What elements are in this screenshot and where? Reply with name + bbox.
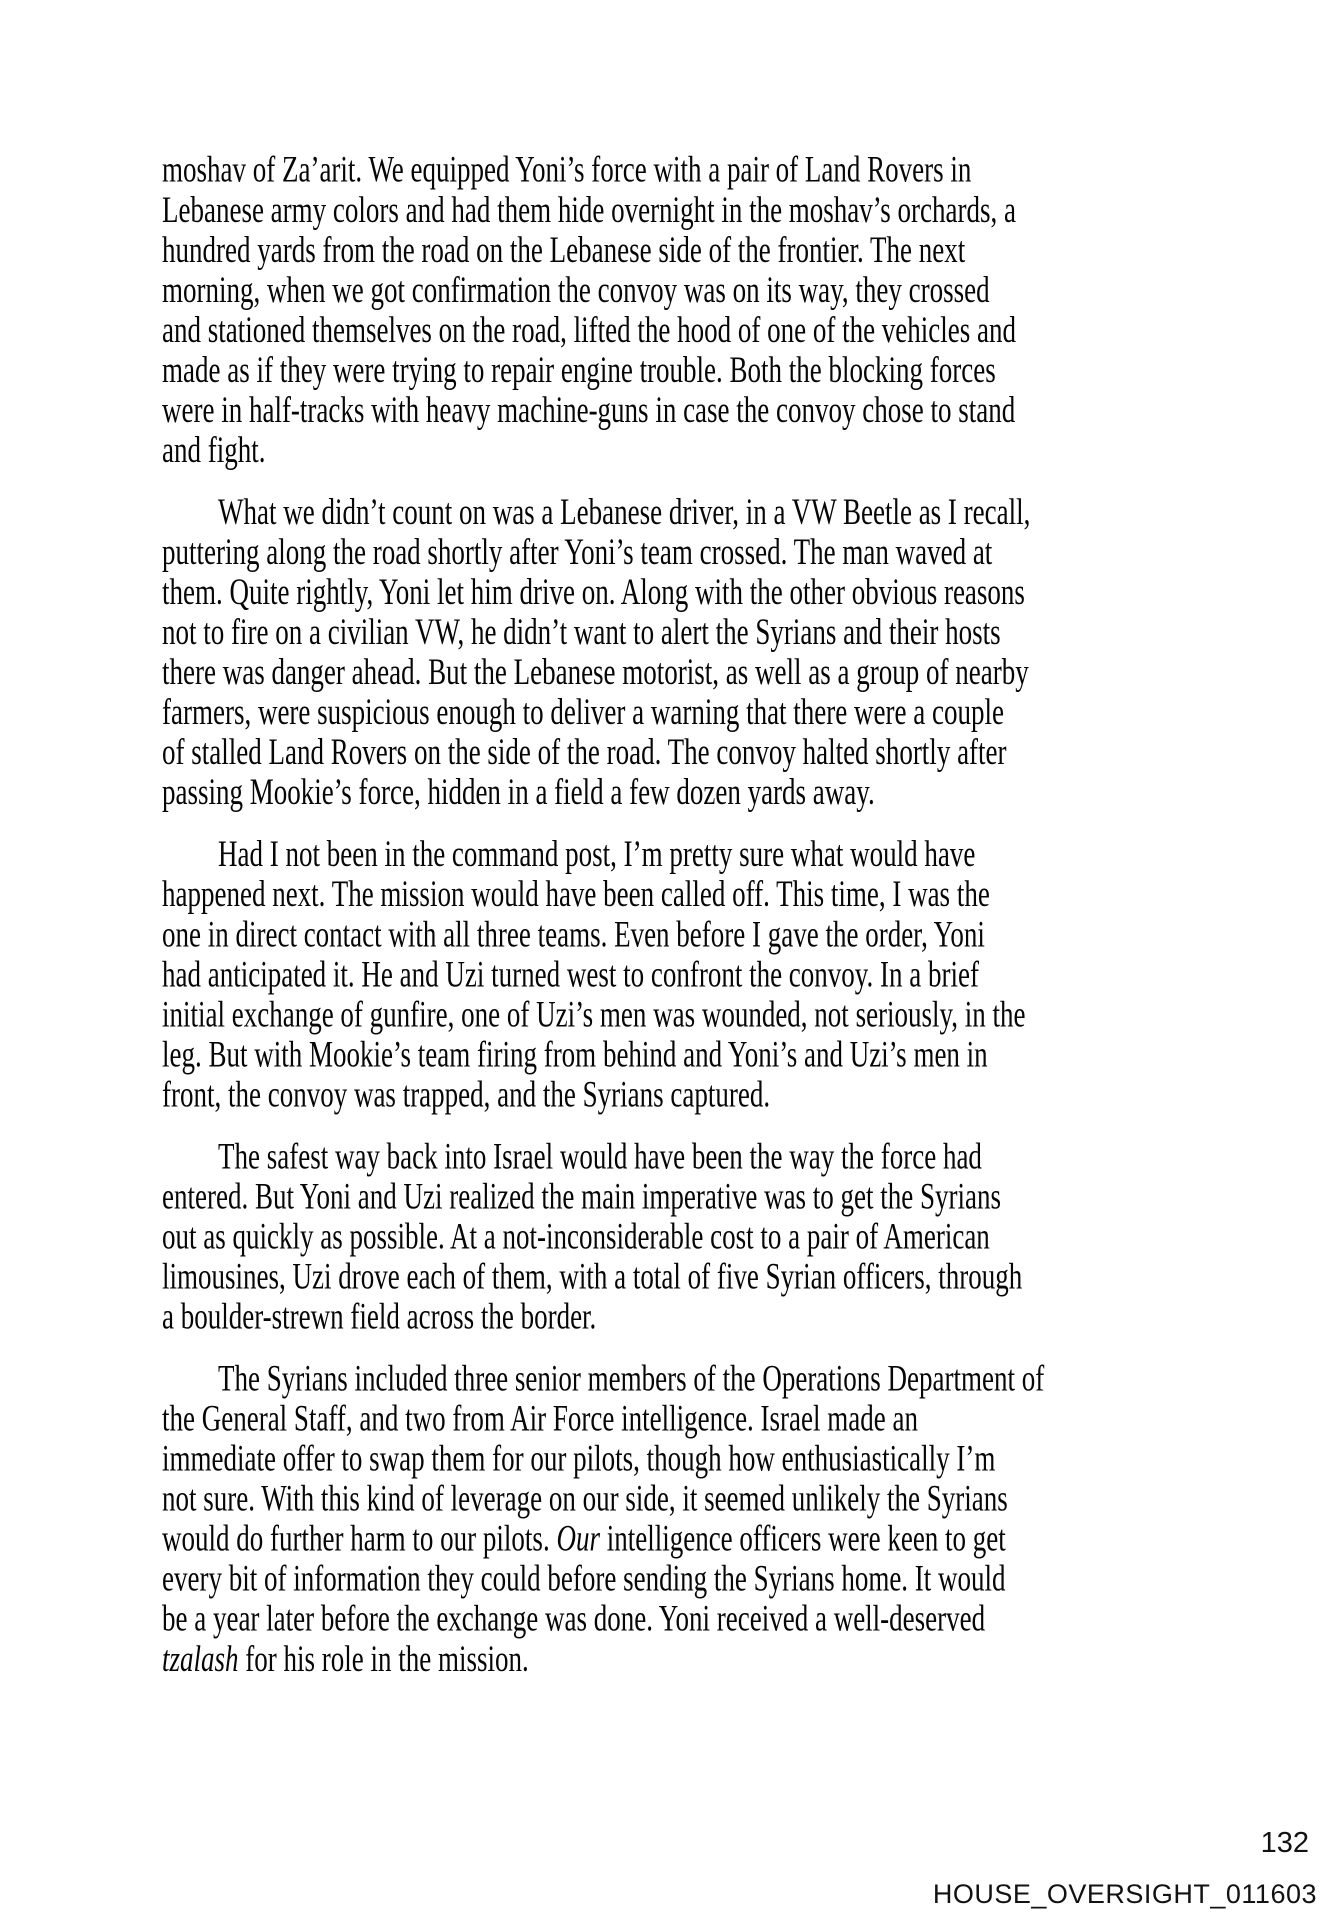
paragraph — [162, 1359, 1282, 1679]
text-segment: limousines, Uzi drove each of them, with a total of five Syrian officers, through — [162, 1255, 1023, 1297]
text-line — [162, 834, 1282, 874]
text-line — [162, 1075, 1282, 1115]
text-segment: and stationed themselves on the road, lifted the hood of one of the vehicles and — [162, 308, 1017, 351]
text-line — [162, 572, 1282, 612]
text-segment: the General Staff, and two from Air Force intelligence. Israel made an — [162, 1397, 918, 1439]
text-segment: happened next. The mission would have been called off. This time, I was the — [162, 873, 990, 915]
paragraph — [162, 150, 1282, 470]
text-line — [162, 732, 1282, 772]
text-segment: Had I not been in the command post, I’m pretty sure what would have — [218, 833, 976, 875]
text-segment: every bit of information they could before sending the Syrians home. It would — [162, 1557, 1006, 1599]
text-line — [162, 1359, 1282, 1399]
text-segment: were in half-tracks with heavy machine-guns in case the convoy chose to stand — [162, 388, 1016, 431]
paragraph — [162, 834, 1282, 1114]
text-line — [162, 1297, 1282, 1337]
text-line — [162, 1177, 1282, 1217]
text-line — [162, 1559, 1282, 1599]
text-line — [162, 1035, 1282, 1075]
page-number: 132 — [1260, 1827, 1309, 1859]
text-line — [162, 390, 1282, 430]
text-line — [162, 430, 1282, 470]
text-segment: made as if they were trying to repair engine trouble. Both the blocking forces — [162, 348, 996, 391]
text-line — [162, 1217, 1282, 1257]
text-line — [162, 875, 1282, 915]
text-segment: not sure. With this kind of leverage on our side, it seemed unlikely the Syrians — [162, 1477, 1008, 1519]
text-line — [162, 692, 1282, 732]
text-segment: initial exchange of gunfire, one of Uzi’s men was wounded, not seriously, in the — [162, 993, 1026, 1035]
text-line — [162, 1137, 1282, 1177]
text-line — [162, 1479, 1282, 1519]
text-segment: moshav of Za’arit. We equipped Yoni’s force with a pair of Land Rovers in — [162, 148, 972, 191]
text-line — [162, 995, 1282, 1035]
text-segment: leg. But with Mookie’s team firing from behind and Yoni’s and Uzi’s men in — [162, 1033, 988, 1075]
text-segment: puttering along the road shortly after Yoni’s team crossed. The man waved at — [162, 530, 993, 573]
text-line — [162, 1519, 1282, 1559]
text-segment: and fight. — [162, 428, 266, 471]
italic-text-segment: tzalash — [162, 1637, 239, 1680]
text-segment: entered. But Yoni and Uzi realized the main imperative was to get the Syrians — [162, 1175, 1002, 1217]
body-text — [162, 150, 1282, 1679]
text-segment: morning, when we got confirmation the convoy was on its way, they crossed — [162, 268, 990, 311]
text-line — [162, 532, 1282, 572]
paragraph — [162, 1137, 1282, 1337]
text-segment: would do further harm to our pilots. — [162, 1517, 557, 1559]
text-segment: out as quickly as possible. At a not-inconsiderable cost to a pair of American — [162, 1215, 990, 1257]
text-line — [162, 955, 1282, 995]
text-line — [162, 1599, 1282, 1639]
text-segment: immediate offer to swap them for our pilots, though how enthusiastically I’m — [162, 1437, 996, 1479]
text-line — [162, 652, 1282, 692]
text-segment: be a year later before the exchange was done. Yoni received a well-deserved — [162, 1597, 986, 1640]
text-line — [162, 150, 1282, 190]
text-segment: The Syrians included three senior members of the Operations Department of — [218, 1357, 1045, 1399]
text-line — [162, 270, 1282, 310]
text-segment: Lebanese army colors and had them hide overnight in the moshav’s orchards, a — [162, 188, 1016, 231]
text-line — [162, 190, 1282, 230]
text-line — [162, 772, 1282, 812]
text-line — [162, 1639, 1282, 1679]
text-segment: not to fire on a civilian VW, he didn’t want to alert the Syrians and their hosts — [162, 610, 1001, 653]
text-line — [162, 612, 1282, 652]
text-line — [162, 230, 1282, 270]
bates-stamp-watermark: HOUSE_OVERSIGHT_011603 — [932, 1879, 1317, 1909]
text-segment: them. Quite rightly, Yoni let him drive on. Along with the other obvious reasons — [162, 570, 1025, 613]
paragraph — [162, 492, 1282, 812]
text-segment: of stalled Land Rovers on the side of the road. The convoy halted shortly after — [162, 730, 1007, 773]
text-segment: for his role in the mission. — [238, 1637, 529, 1680]
text-segment: front, the convoy was trapped, and the Syrians captured. — [162, 1073, 771, 1115]
italic-text-segment: Our — [556, 1517, 600, 1559]
text-line — [162, 1439, 1282, 1479]
text-line — [162, 310, 1282, 350]
text-segment: there was danger ahead. But the Lebanese motorist, as well as a group of nearby — [162, 650, 1029, 693]
text-line — [162, 1257, 1282, 1297]
text-line — [162, 1399, 1282, 1439]
text-segment: intelligence officers were keen to get — [599, 1517, 1006, 1559]
text-segment: farmers, were suspicious enough to deliver a warning that there were a couple — [162, 690, 1004, 733]
text-line — [162, 350, 1282, 390]
text-segment: passing Mookie’s force, hidden in a field a few dozen yards away. — [162, 771, 875, 813]
text-segment: hundred yards from the road on the Lebanese side of the frontier. The next — [162, 228, 966, 271]
text-segment: one in direct contact with all three teams. Even before I gave the order, Yoni — [162, 913, 985, 955]
text-segment: had anticipated it. He and Uzi turned west to confront the convoy. In a brief — [162, 953, 979, 995]
text-segment: a boulder-strewn field across the border. — [162, 1295, 597, 1337]
text-line — [162, 915, 1282, 955]
text-segment: What we didn’t count on was a Lebanese driver, in a VW Beetle as I recall, — [218, 490, 1031, 533]
text-segment: The safest way back into Israel would have been the way the force had — [218, 1135, 982, 1177]
text-line — [162, 492, 1282, 532]
